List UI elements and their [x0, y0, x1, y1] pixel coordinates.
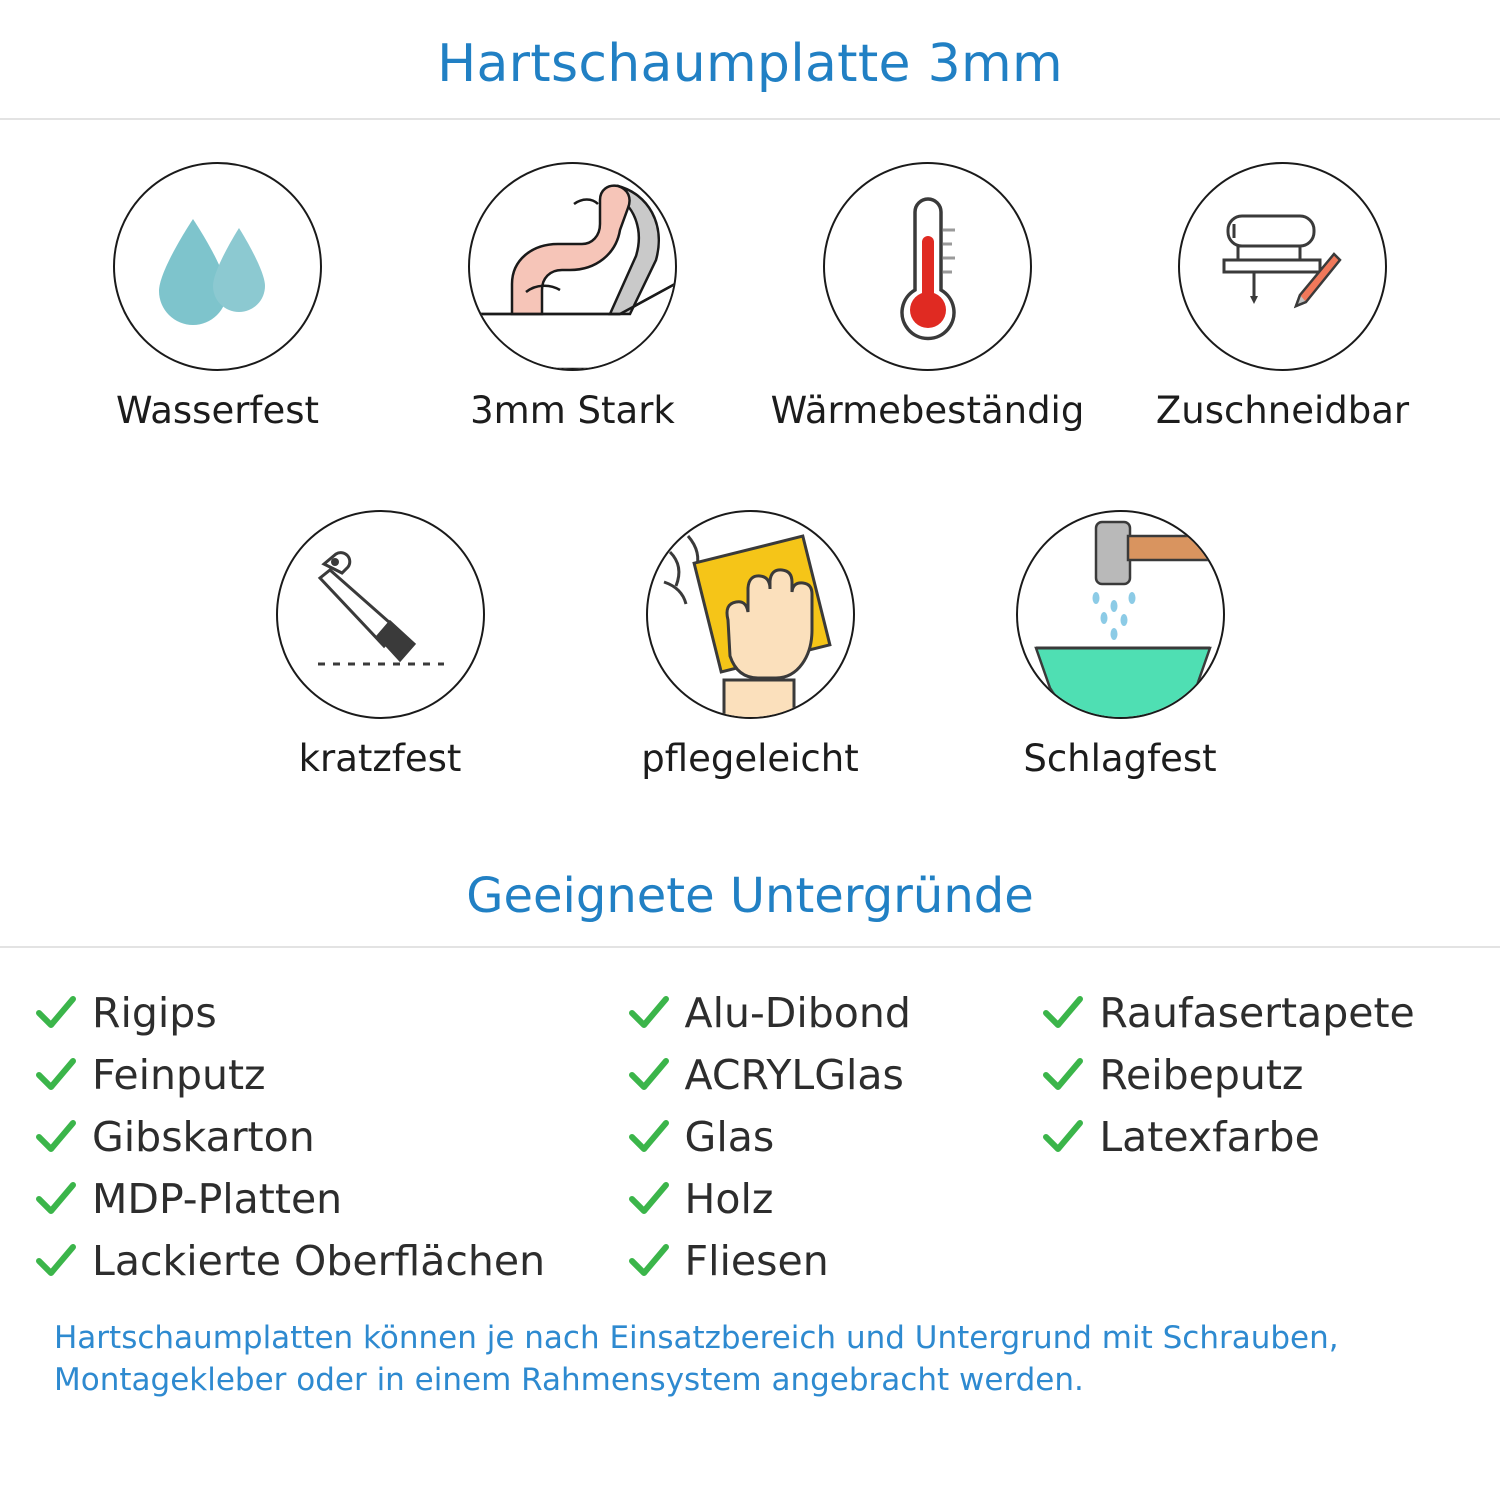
substrates-column-2 [627, 982, 1042, 1292]
thermometer-icon [823, 162, 1032, 371]
feature-waermebestaendig [750, 162, 1105, 432]
features-section [0, 120, 1500, 780]
list-item [627, 982, 1042, 1044]
list-item-label: Alu-Dibond [684, 989, 911, 1037]
feature-zuschneidbar [1105, 162, 1460, 432]
list-item [34, 1044, 627, 1106]
feature-label: Schlagfest [1023, 737, 1217, 780]
hammer-impact-icon [1016, 510, 1225, 719]
list-item-label: Fliesen [684, 1237, 829, 1285]
title-band [0, 0, 1500, 118]
list-item-label: ACRYLGlas [684, 1051, 904, 1099]
substrates-list [0, 948, 1500, 1292]
list-item [627, 1044, 1042, 1106]
list-item-label: Rigips [92, 989, 217, 1037]
list-item [1041, 982, 1466, 1044]
check-icon [34, 1239, 78, 1283]
list-item-label: Gibskarton [92, 1113, 315, 1161]
feature-pflegeleicht [565, 510, 935, 780]
feature-row-1 [40, 162, 1460, 432]
feature-3mm-stark [395, 162, 750, 432]
strong-arm-icon [468, 162, 677, 371]
jigsaw-cutter-icon [1178, 162, 1387, 371]
list-item-label: Latexfarbe [1099, 1113, 1320, 1161]
feature-label: kratzfest [298, 737, 462, 780]
feature-wasserfest [40, 162, 395, 432]
check-icon [34, 1053, 78, 1097]
feature-row-2 [40, 510, 1460, 780]
check-icon [627, 1053, 671, 1097]
list-item-label: Reibeputz [1099, 1051, 1304, 1099]
check-icon [1041, 991, 1085, 1035]
list-item [627, 1230, 1042, 1292]
page-title: Hartschaumplatte 3mm [437, 34, 1063, 94]
footer-note: Hartschaumplatten können je nach Einsatzbereich und Untergrund mit Schrauben, Montagekleber oder in einem Rahmensystem angebracht werden. [54, 1320, 1339, 1398]
feature-label: pflegeleicht [641, 737, 859, 780]
section-title-substrates: Geeignete Untergründe [466, 868, 1034, 924]
list-item [1041, 1044, 1466, 1106]
subheading-band [0, 868, 1500, 946]
list-item [34, 1106, 627, 1168]
water-drops-icon [113, 162, 322, 371]
knife-scratch-icon [276, 510, 485, 719]
list-item [34, 982, 627, 1044]
feature-label: Wasserfest [116, 389, 319, 432]
check-icon [627, 1177, 671, 1221]
list-item-label: MDP-Platten [92, 1175, 343, 1223]
check-icon [1041, 1053, 1085, 1097]
list-item-label: Glas [684, 1113, 775, 1161]
check-icon [627, 1239, 671, 1283]
list-item [34, 1230, 627, 1292]
list-item [34, 1168, 627, 1230]
feature-label: Wärmebeständig [770, 389, 1085, 432]
list-item-label: Feinputz [92, 1051, 266, 1099]
feature-kratzfest [195, 510, 565, 780]
substrates-column-3 [1041, 982, 1466, 1292]
list-item-label: Lackierte Oberflächen [92, 1237, 546, 1285]
list-item [1041, 1106, 1466, 1168]
check-icon [34, 991, 78, 1035]
feature-label: 3mm Stark [470, 389, 675, 432]
check-icon [34, 1115, 78, 1159]
list-item [627, 1106, 1042, 1168]
check-icon [1041, 1115, 1085, 1159]
list-item-label: Holz [684, 1175, 774, 1223]
check-icon [627, 991, 671, 1035]
list-item-label: Raufasertapete [1099, 989, 1415, 1037]
feature-schlagfest [935, 510, 1305, 780]
feature-label: Zuschneidbar [1155, 389, 1410, 432]
hand-cloth-icon [646, 510, 855, 719]
check-icon [627, 1115, 671, 1159]
substrates-column-1 [34, 982, 627, 1292]
check-icon [34, 1177, 78, 1221]
list-item [627, 1168, 1042, 1230]
